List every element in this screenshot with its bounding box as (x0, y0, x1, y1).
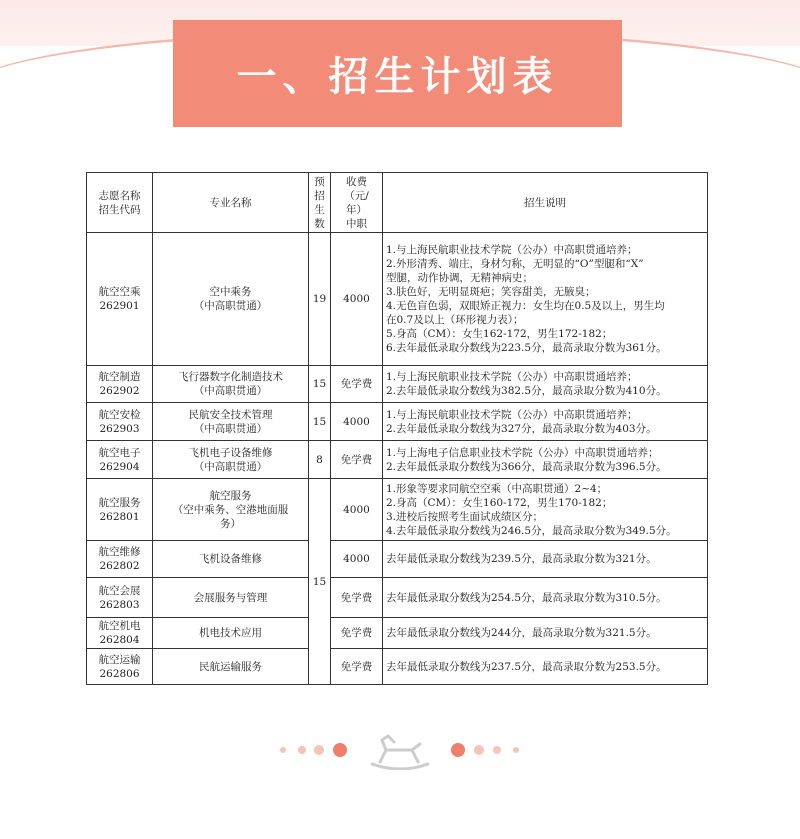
header-fee-line: 收费 (346, 175, 367, 188)
header-quota-line: 预 (314, 175, 325, 188)
notes-cell-line: 去年最低录取分数线为244分，最高录取分数为321.5分。 (386, 627, 657, 639)
program-code-cell (87, 649, 153, 685)
notes-cell-line: 3.肤色好，无明显斑疤；笑容甜美，无腋臭； (386, 286, 596, 298)
program-code-cell (87, 403, 153, 441)
quota-cell (309, 366, 331, 403)
notes-cell (383, 541, 708, 578)
program-code-cell (87, 366, 153, 403)
quota-cell (309, 403, 331, 441)
page-title: 一、招生计划表 (236, 54, 559, 100)
footer-decoration (0, 730, 800, 770)
program-code-cell (87, 541, 153, 578)
quota-cell-line: 15 (312, 415, 327, 428)
quota-cell-line: 15 (312, 575, 327, 588)
fee-cell (331, 403, 383, 441)
quota-cell-line: 15 (312, 378, 327, 390)
quota-cell (309, 233, 331, 366)
fee-cell-line: 免学费 (340, 453, 373, 466)
table-row (87, 366, 708, 403)
major-cell-line: 机电技术应用 (199, 627, 262, 639)
major-cell-line: 飞机电子设备维修 (188, 446, 273, 459)
quota-cell (309, 479, 331, 685)
dot (280, 747, 286, 753)
header-fee-line: （元/ (344, 189, 369, 202)
fee-cell (331, 541, 383, 578)
header-notes-line: 招生说明 (524, 196, 566, 209)
program-name: 航空空乘 (98, 286, 141, 298)
major-cell (153, 403, 309, 441)
major-cell-line: 空中乘务 (209, 286, 252, 298)
fee-cell-line: 4000 (343, 293, 370, 305)
major-cell-line: 航空服务 (209, 489, 252, 502)
rocking-horse-icon (372, 736, 428, 769)
fee-cell (331, 649, 383, 685)
major-cell-line: 务） (220, 517, 241, 530)
notes-cell (383, 366, 708, 403)
major-cell-line: 飞机设备维修 (199, 553, 262, 565)
program-name: 航空机电 (98, 620, 141, 632)
notes-cell-line: 2.外形清秀、端庄，身材匀称，无明显的“O”型腿和“X” (386, 258, 644, 270)
notes-cell-line: 4.无色盲色弱，双眼矫正视力：女生均在0.5及以上，男生均 (386, 300, 665, 312)
notes-cell (383, 441, 708, 479)
major-cell-line: （中高职贯通） (193, 422, 268, 435)
program-name: 航空维修 (98, 546, 141, 558)
notes-cell (383, 618, 708, 649)
table-row (87, 441, 708, 479)
major-cell-line: 民航运输服务 (199, 660, 262, 673)
major-cell (153, 233, 309, 366)
header-major (153, 173, 309, 233)
notes-cell-line: 5.身高（CM）：女生162-172，男生172-182； (386, 328, 613, 340)
program-code: 262806 (99, 667, 140, 680)
notes-cell-line: 型腿，动作协调，无精神病史； (386, 272, 533, 284)
notes-cell-line: 3.进校后按照考生面试成绩区分； (386, 510, 544, 523)
notes-cell-line: 1.形象等要求同航空空乘（中高职贯通）2~4； (386, 482, 608, 495)
major-cell-line: 飞行器数字化制造技术 (178, 371, 283, 383)
header-quota-line: 生 (314, 203, 325, 216)
program-code: 262903 (99, 422, 140, 435)
program-name: 航空服务 (98, 496, 141, 509)
notes-cell (383, 649, 708, 685)
fee-cell-line: 免学费 (340, 660, 373, 673)
notes-cell (383, 233, 708, 366)
notes-cell-line: 去年最低录取分数线为239.5分，最高录取分数为321分。 (386, 553, 657, 565)
notes-cell-line: 1.与上海民航职业技术学院（公办）中高职贯通培养； (386, 408, 638, 421)
dot (474, 745, 484, 755)
major-cell (153, 649, 309, 685)
fee-cell (331, 233, 383, 366)
dot (493, 746, 501, 754)
quota-cell-line: 8 (316, 453, 323, 466)
notes-cell-line: 2.去年最低录取分数线为382.5分，最高录取分数为410分。 (386, 385, 667, 397)
program-name: 航空电子 (98, 446, 141, 459)
major-cell (153, 618, 309, 649)
fee-cell-line: 4000 (343, 503, 370, 516)
header-quota (309, 173, 331, 233)
program-code: 262901 (99, 300, 140, 312)
major-cell-line: （中高职贯通） (193, 385, 268, 397)
fee-cell (331, 618, 383, 649)
header-notes (383, 173, 708, 233)
program-code-cell (87, 441, 153, 479)
title-banner (173, 20, 622, 127)
fee-cell (331, 578, 383, 618)
fee-cell (331, 366, 383, 403)
major-cell (153, 366, 309, 403)
table-row (87, 649, 708, 685)
major-cell (153, 441, 309, 479)
program-code: 262804 (99, 634, 140, 646)
fee-cell (331, 479, 383, 541)
major-cell-line: （中高职贯通） (193, 300, 268, 312)
quota-cell-line: 19 (312, 293, 327, 305)
dot (298, 746, 306, 754)
table-row (87, 403, 708, 441)
program-code-cell (87, 578, 153, 618)
header-fee (331, 173, 383, 233)
notes-cell-line: 去年最低录取分数线为254.5分，最高录取分数为310.5分。 (386, 591, 667, 604)
table-row (87, 578, 708, 618)
table-row (87, 479, 708, 541)
program-name: 航空安检 (98, 408, 141, 421)
notes-cell (383, 479, 708, 541)
notes-cell-line: 在0.7及以上（环形视力表）； (386, 314, 524, 326)
program-name: 航空会展 (98, 584, 141, 597)
program-code: 262904 (99, 460, 140, 473)
quota-cell (309, 441, 331, 479)
notes-cell-line: 1.与上海民航职业技术学院（公办）中高职贯通培养； (386, 371, 638, 383)
fee-cell-line: 4000 (343, 415, 370, 428)
notes-cell-line: 1.与上海电子信息职业技术学院（公办）中高职贯通培养； (386, 446, 659, 459)
notes-cell-line: 1.与上海民航职业技术学院（公办）中高职贯通培养； (386, 244, 638, 256)
program-code: 262802 (99, 560, 140, 572)
notes-cell-line: 4.去年最低录取分数线为246.5分，最高录取分数为349.5分。 (386, 524, 677, 537)
dot (333, 743, 347, 757)
major-cell-line: 会展服务与管理 (193, 591, 268, 604)
header-major-line: 专业名称 (209, 196, 252, 209)
major-cell (153, 479, 309, 541)
header-quota-line: 数 (314, 217, 325, 230)
major-cell-line: （空中乘务、空港地面服 (172, 503, 289, 516)
notes-cell-line: 2.身高（CM）：女生160-172，男生170-182； (386, 496, 613, 509)
table-row (87, 233, 708, 366)
program-code: 262801 (99, 510, 140, 523)
fee-cell-line: 免学费 (340, 627, 373, 639)
program-name: 航空制造 (98, 371, 141, 383)
fee-cell-line: 免学费 (340, 591, 373, 604)
enrollment-plan-table (86, 172, 708, 685)
header-code (87, 173, 153, 233)
program-code-cell (87, 233, 153, 366)
header-fee-line: 中职 (346, 217, 367, 230)
notes-cell-line: 去年最低录取分数线为237.5分，最高录取分数为253.5分。 (386, 660, 667, 673)
major-cell-line: 民航安全技术管理 (188, 408, 273, 421)
fee-cell (331, 441, 383, 479)
major-cell (153, 541, 309, 578)
table-header-row (87, 173, 708, 233)
header-code-line: 招生代码 (98, 203, 141, 216)
program-code: 262803 (99, 598, 140, 611)
notes-cell-line: 2.去年最低录取分数线为327分，最高录取分数为403分。 (386, 422, 657, 435)
major-cell-line: （中高职贯通） (193, 460, 268, 473)
header-code-line: 志愿名称 (98, 189, 141, 202)
header-fee-line: 年） (346, 203, 367, 216)
dot (451, 743, 465, 757)
table-row (87, 541, 708, 578)
notes-cell-line: 2.去年最低录取分数线为366分，最高录取分数为396.5分。 (386, 460, 667, 473)
notes-cell (383, 578, 708, 618)
program-name: 航空运输 (98, 653, 141, 666)
major-cell (153, 578, 309, 618)
notes-cell (383, 403, 708, 441)
dot (314, 745, 324, 755)
table-row (87, 618, 708, 649)
fee-cell-line: 免学费 (340, 378, 373, 390)
dot (513, 747, 519, 753)
notes-cell-line: 6.去年最低录取分数线为223.5分，最高录取分数为361分。 (386, 342, 667, 354)
program-code-cell (87, 618, 153, 649)
header-quota-line: 招 (314, 189, 325, 202)
program-code: 262902 (99, 385, 140, 397)
fee-cell-line: 4000 (343, 553, 370, 565)
program-code-cell (87, 479, 153, 541)
